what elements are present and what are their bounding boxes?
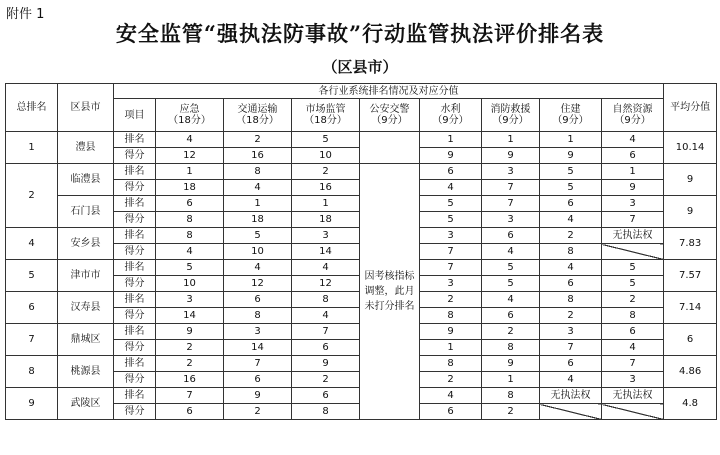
total-rank-cell: 5 xyxy=(6,260,58,292)
header-industry-emergency: 应急 （18分） xyxy=(156,99,224,132)
county-cell: 津市市 xyxy=(58,260,114,292)
rank-cell: 7 xyxy=(224,356,292,372)
header-total-rank: 总排名 xyxy=(6,84,58,132)
rank-cell: 5 xyxy=(602,260,664,276)
rank-cell: 4 xyxy=(292,260,360,276)
total-rank-cell: 7 xyxy=(6,324,58,356)
rank-cell: 9 xyxy=(224,388,292,404)
score-cell: 4 xyxy=(482,244,540,260)
rank-cell: 7 xyxy=(482,196,540,212)
item-rank-label: 排名 xyxy=(114,292,156,308)
score-cell: 1 xyxy=(482,372,540,388)
score-cell: 8 xyxy=(224,308,292,324)
score-cell: 12 xyxy=(224,276,292,292)
score-cell: 2 xyxy=(156,340,224,356)
score-cell: 10 xyxy=(292,148,360,164)
score-cell: 8 xyxy=(482,340,540,356)
rank-cell: 2 xyxy=(292,164,360,180)
score-cell: 8 xyxy=(292,404,360,420)
score-cell: 5 xyxy=(482,276,540,292)
score-cell: 12 xyxy=(156,148,224,164)
rank-cell: 7 xyxy=(602,356,664,372)
rank-cell: 1 xyxy=(602,164,664,180)
item-score-label: 得分 xyxy=(114,340,156,356)
rank-cell: 6 xyxy=(602,324,664,340)
score-cell: 8 xyxy=(156,212,224,228)
rank-cell: 3 xyxy=(292,228,360,244)
rank-cell: 无执法权 xyxy=(540,388,602,404)
rank-cell: 3 xyxy=(602,196,664,212)
rank-cell: 1 xyxy=(482,132,540,148)
total-rank-cell: 6 xyxy=(6,292,58,324)
rank-cell: 无执法权 xyxy=(602,228,664,244)
county-cell: 桃源县 xyxy=(58,356,114,388)
item-score-label: 得分 xyxy=(114,180,156,196)
score-cell: 2 xyxy=(540,308,602,324)
total-rank-cell: 9 xyxy=(6,388,58,420)
rank-cell: 6 xyxy=(482,228,540,244)
rank-cell: 9 xyxy=(482,356,540,372)
score-cell: 7 xyxy=(482,180,540,196)
rank-cell: 7 xyxy=(156,388,224,404)
table-row xyxy=(6,164,717,180)
score-cell: 18 xyxy=(156,180,224,196)
police-note-cell: 因考核指标调整，此月未打分排名 xyxy=(360,164,420,420)
rank-cell: 2 xyxy=(156,356,224,372)
total-rank-cell: 2 xyxy=(6,164,58,228)
average-cell: 6 xyxy=(664,324,717,356)
average-cell: 7.14 xyxy=(664,292,717,324)
rank-cell: 9 xyxy=(292,356,360,372)
rank-cell: 5 xyxy=(156,260,224,276)
county-cell: 汉寿县 xyxy=(58,292,114,324)
score-cell: 6 xyxy=(224,372,292,388)
blank-diagonal-cell xyxy=(602,404,664,420)
header-item: 项目 xyxy=(114,99,156,132)
score-cell: 10 xyxy=(224,244,292,260)
rank-cell: 7 xyxy=(292,324,360,340)
item-rank-label: 排名 xyxy=(114,388,156,404)
rank-cell: 2 xyxy=(602,292,664,308)
score-cell: 3 xyxy=(420,276,482,292)
item-score-label: 得分 xyxy=(114,212,156,228)
rank-cell: 3 xyxy=(482,164,540,180)
score-cell: 1 xyxy=(420,340,482,356)
average-cell: 10.14 xyxy=(664,132,717,164)
score-cell: 9 xyxy=(420,148,482,164)
county-cell: 武陵区 xyxy=(58,388,114,420)
rank-cell: 9 xyxy=(156,324,224,340)
rank-cell: 4 xyxy=(482,292,540,308)
score-cell: 6 xyxy=(482,308,540,324)
blank-diagonal-cell xyxy=(602,244,664,260)
score-cell: 18 xyxy=(224,212,292,228)
rank-cell: 8 xyxy=(420,356,482,372)
header-average: 平均分值 xyxy=(664,84,717,132)
rank-cell: 6 xyxy=(156,196,224,212)
rank-cell: 5 xyxy=(292,132,360,148)
item-score-label: 得分 xyxy=(114,244,156,260)
score-cell: 12 xyxy=(292,276,360,292)
page-title: 安全监管“强执法防事故”行动监管执法评价排名表 xyxy=(115,21,605,46)
header-industry-traffic-police: 公安交警 （9分） xyxy=(360,99,420,132)
blank-diagonal-cell xyxy=(540,404,602,420)
county-cell: 鼎城区 xyxy=(58,324,114,356)
rank-cell: 5 xyxy=(224,228,292,244)
score-cell: 2 xyxy=(420,372,482,388)
rank-cell: 8 xyxy=(224,164,292,180)
rank-cell: 5 xyxy=(420,196,482,212)
score-cell: 4 xyxy=(540,212,602,228)
rank-cell: 1 xyxy=(420,132,482,148)
rank-cell: 1 xyxy=(292,196,360,212)
score-cell: 9 xyxy=(540,148,602,164)
annex-label: 附件 1 xyxy=(6,7,45,22)
rank-cell: 4 xyxy=(540,260,602,276)
score-cell: 3 xyxy=(482,212,540,228)
header-industry-market: 市场监管 （18分） xyxy=(292,99,360,132)
rank-cell: 7 xyxy=(420,260,482,276)
average-cell: 7.83 xyxy=(664,228,717,260)
county-cell: 石门县 xyxy=(58,196,114,228)
score-cell: 6 xyxy=(540,276,602,292)
score-cell: 14 xyxy=(292,244,360,260)
score-cell: 16 xyxy=(224,148,292,164)
rank-cell: 4 xyxy=(156,132,224,148)
rank-cell: 4 xyxy=(224,260,292,276)
item-rank-label: 排名 xyxy=(114,132,156,148)
item-score-label: 得分 xyxy=(114,308,156,324)
total-rank-cell: 4 xyxy=(6,228,58,260)
score-cell: 5 xyxy=(420,212,482,228)
rank-cell: 1 xyxy=(224,196,292,212)
score-cell: 8 xyxy=(540,244,602,260)
score-cell: 9 xyxy=(602,180,664,196)
score-cell: 2 xyxy=(292,372,360,388)
rank-cell: 8 xyxy=(540,292,602,308)
rank-cell: 8 xyxy=(156,228,224,244)
item-rank-label: 排名 xyxy=(114,196,156,212)
item-rank-label: 排名 xyxy=(114,324,156,340)
score-cell: 2 xyxy=(482,404,540,420)
score-cell: 8 xyxy=(420,308,482,324)
item-score-label: 得分 xyxy=(114,404,156,420)
item-score-label: 得分 xyxy=(114,148,156,164)
county-cell: 临澧县 xyxy=(58,164,114,196)
table-body xyxy=(6,132,717,420)
rank-cell: 6 xyxy=(540,356,602,372)
rank-cell: 3 xyxy=(156,292,224,308)
rank-cell: 6 xyxy=(540,196,602,212)
score-cell: 2 xyxy=(224,404,292,420)
rank-cell: 2 xyxy=(224,132,292,148)
score-cell: 16 xyxy=(292,180,360,196)
rank-cell: 2 xyxy=(420,292,482,308)
header-county: 区县市 xyxy=(58,84,114,132)
header-industry-transport: 交通运输 （18分） xyxy=(224,99,292,132)
score-cell: 7 xyxy=(420,244,482,260)
score-cell: 5 xyxy=(602,276,664,292)
rank-cell: 6 xyxy=(420,164,482,180)
item-rank-label: 排名 xyxy=(114,260,156,276)
average-cell: 7.57 xyxy=(664,260,717,292)
rank-cell: 5 xyxy=(482,260,540,276)
police-blank-cell xyxy=(360,132,420,164)
score-cell: 4 xyxy=(224,180,292,196)
ranking-table xyxy=(5,83,717,420)
score-cell: 7 xyxy=(540,340,602,356)
rank-cell: 4 xyxy=(602,132,664,148)
table-row xyxy=(6,132,717,148)
score-cell: 4 xyxy=(292,308,360,324)
rank-cell: 3 xyxy=(420,228,482,244)
average-cell: 9 xyxy=(664,196,717,228)
rank-cell: 4 xyxy=(420,388,482,404)
score-cell: 6 xyxy=(602,148,664,164)
score-cell: 7 xyxy=(602,212,664,228)
rank-cell: 2 xyxy=(482,324,540,340)
average-cell: 4.86 xyxy=(664,356,717,388)
average-cell: 9 xyxy=(664,164,717,196)
score-cell: 10 xyxy=(156,276,224,292)
score-cell: 4 xyxy=(602,340,664,356)
county-cell: 澧县 xyxy=(58,132,114,164)
score-cell: 18 xyxy=(292,212,360,228)
header-group: 各行业系统排名情况及对应分值 xyxy=(114,84,664,99)
average-cell: 4.8 xyxy=(664,388,717,420)
score-cell: 6 xyxy=(156,404,224,420)
header-industry-natural-resources: 自然资源 （9分） xyxy=(602,99,664,132)
score-cell: 6 xyxy=(292,340,360,356)
header-industry-fire: 消防救援 （9分） xyxy=(482,99,540,132)
total-rank-cell: 8 xyxy=(6,356,58,388)
rank-cell: 1 xyxy=(540,132,602,148)
score-cell: 6 xyxy=(420,404,482,420)
item-score-label: 得分 xyxy=(114,372,156,388)
rank-cell: 3 xyxy=(540,324,602,340)
score-cell: 16 xyxy=(156,372,224,388)
rank-cell: 2 xyxy=(540,228,602,244)
score-cell: 14 xyxy=(156,308,224,324)
rank-cell: 无执法权 xyxy=(602,388,664,404)
score-cell: 9 xyxy=(482,148,540,164)
rank-cell: 8 xyxy=(292,292,360,308)
county-cell: 安乡县 xyxy=(58,228,114,260)
rank-cell: 1 xyxy=(156,164,224,180)
rank-cell: 8 xyxy=(482,388,540,404)
rank-cell: 3 xyxy=(224,324,292,340)
score-cell: 3 xyxy=(602,372,664,388)
item-score-label: 得分 xyxy=(114,276,156,292)
page-subtitle: （区县市） xyxy=(322,58,398,76)
score-cell: 5 xyxy=(540,180,602,196)
score-cell: 4 xyxy=(156,244,224,260)
header-industry-water: 水利 （9分） xyxy=(420,99,482,132)
score-cell: 4 xyxy=(420,180,482,196)
item-rank-label: 排名 xyxy=(114,164,156,180)
rank-cell: 5 xyxy=(540,164,602,180)
score-cell: 8 xyxy=(602,308,664,324)
rank-cell: 9 xyxy=(420,324,482,340)
score-cell: 14 xyxy=(224,340,292,356)
rank-cell: 6 xyxy=(292,388,360,404)
item-rank-label: 排名 xyxy=(114,228,156,244)
score-cell: 4 xyxy=(540,372,602,388)
rank-cell: 6 xyxy=(224,292,292,308)
item-rank-label: 排名 xyxy=(114,356,156,372)
header-industry-housing: 住建 （9分） xyxy=(540,99,602,132)
total-rank-cell: 1 xyxy=(6,132,58,164)
